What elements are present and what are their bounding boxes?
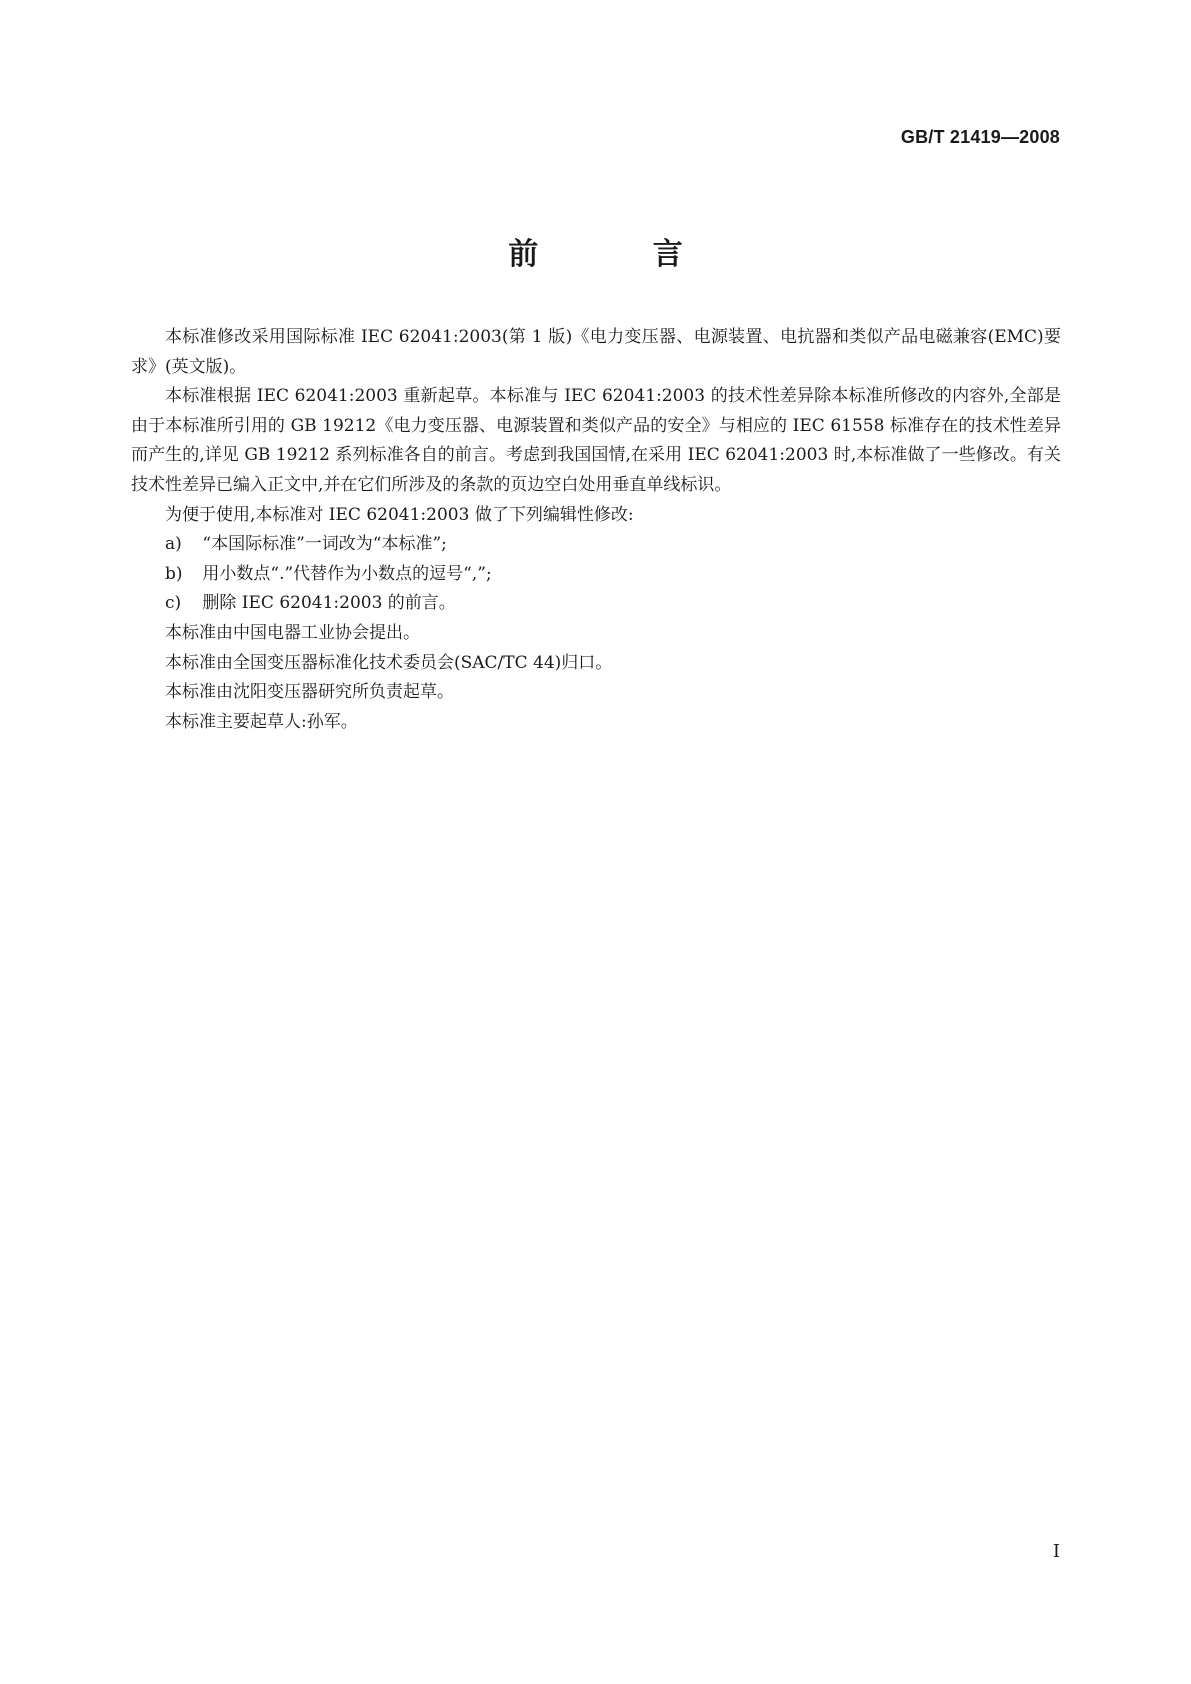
paragraph-proposer: 本标准由中国电器工业协会提出。 — [165, 622, 420, 643]
list-item — [131, 589, 1061, 619]
foreword-body — [131, 323, 1061, 737]
paragraph-editorial-intro: 为便于使用,本标准对 IEC 62041:2003 做了下列编辑性修改: — [165, 504, 634, 525]
list-item — [131, 560, 1061, 590]
paragraph-committee: 本标准由全国变压器标准化技术委员会(SAC/TC 44)归口。 — [165, 652, 613, 673]
list-item-text: “本国际标准”一词改为“本标准”; — [202, 534, 447, 555]
paragraph-drafting-org: 本标准由沈阳变压器研究所负责起草。 — [165, 682, 454, 703]
standard-code: GB/T 21419—2008 — [900, 127, 1060, 147]
paragraph-adoption: 本标准修改采用国际标准 IEC 62041:2003(第 1 版)《电力变压器、电源装置、电抗器和类似产品电磁兼容(EMC)要求》(英文版)。 — [131, 327, 1061, 377]
list-item — [131, 530, 1061, 560]
list-item-label: c) — [165, 593, 182, 614]
paragraph-drafters: 本标准主要起草人:孙军。 — [165, 711, 358, 732]
page-number: I — [1052, 1541, 1060, 1562]
list-item-label: a) — [165, 534, 182, 555]
list-item-label: b) — [165, 563, 183, 584]
page-title: 前 言 — [508, 237, 735, 272]
list-item-text: 用小数点“.”代替作为小数点的逗号“,”; — [202, 563, 492, 584]
paragraph-technical-differences: 本标准根据 IEC 62041:2003 重新起草。本标准与 IEC 62041:2003 的技术性差异除本标准所修改的内容外,全部是由于本标准所引用的 GB 19212《电力变压器、电源装置和类似产品的安全》与相应的 IEC 61558 标准存在的技术性差异而产生的,详见 GB 19212 系列标准各自的前言。考虑到我国国情,在采用 IEC 62041:2003 时,本标准做了一些修改。有关技术性差异已编入正文中,并在它们所涉及的条款的页边空白处用垂直单线标识。 — [131, 386, 1061, 495]
list-item-text: 删除 IEC 62041:2003 的前言。 — [202, 593, 456, 614]
